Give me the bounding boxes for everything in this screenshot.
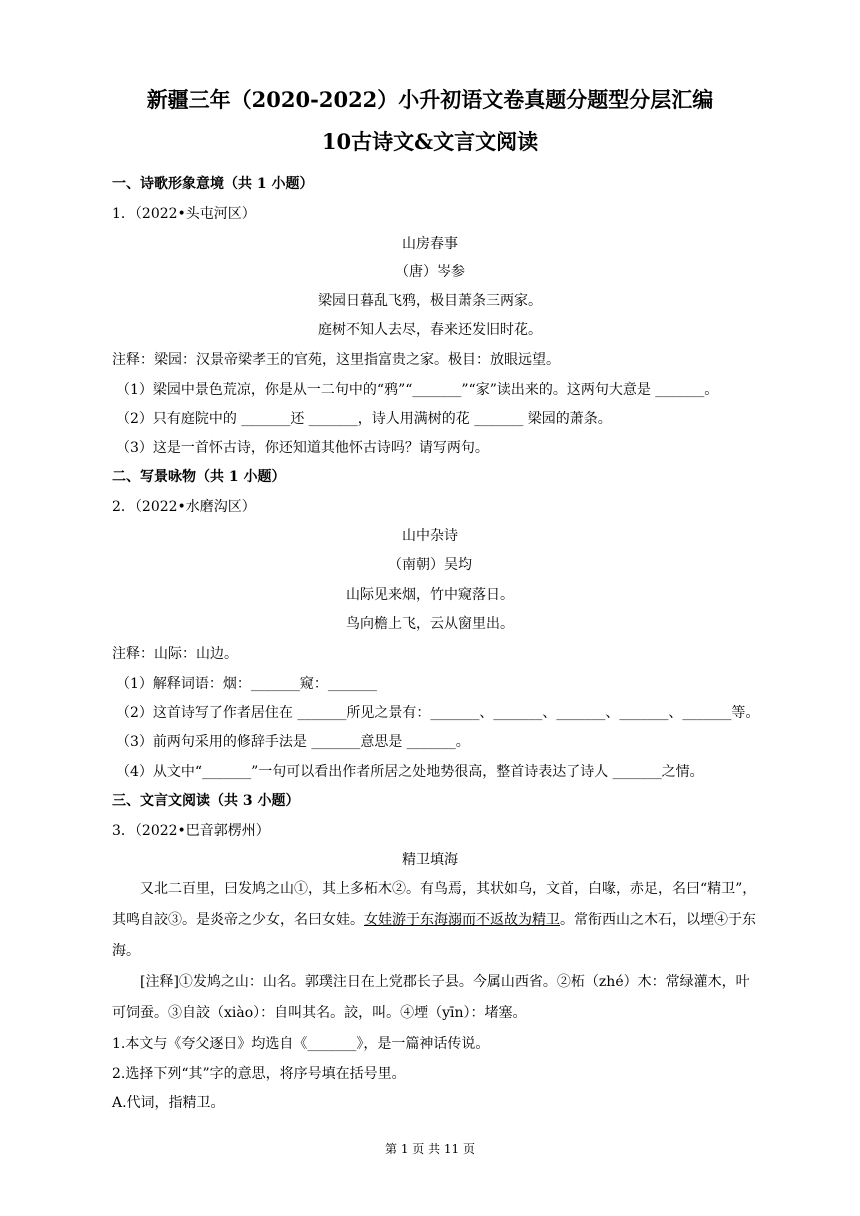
annotation-note: 注释：梁园：汉景帝梁孝王的官苑，这里指富贵之家。极目：放眼远望。 xyxy=(112,352,560,368)
poem-author: （南朝）吴均 xyxy=(388,557,472,573)
sub-question: （4）从文中“_______”一句可以看出作者所居之处地势很高，整首诗表达了诗人 _______之情。 xyxy=(116,764,704,780)
sub-question: 1.本文与《夸父逐日》均选自《_______》，是一篇神话传说。 xyxy=(112,1036,490,1052)
document-subtitle: 10古诗文&文言文阅读 xyxy=(321,129,539,154)
annotation-note: [注释]①发鸠之山：山名。郭璞注日在上党郡长子县。今属山西省。②柘（zhé）木：常绿灌木，叶可饲蚕。③自詨（xiào）：自叫其名。詨，叫。④堙（yīn）：堵塞。 xyxy=(112,974,750,1021)
poem-line: 庭树不知人去尽，春来还发旧时花。 xyxy=(318,322,542,338)
text-title: 精卫填海 xyxy=(402,852,458,868)
annotation-note: 注释：山际：山边。 xyxy=(112,646,238,662)
question-source: 1．（2022•头屯河区） xyxy=(112,206,256,222)
section-heading-2: 二、写景咏物（共 1 小题） xyxy=(112,469,286,485)
poem-line: 梁园日暮乱飞鸦，极目萧条三两家。 xyxy=(318,293,542,309)
sub-question: （2）只有庭院中的 _______还 _______，诗人用满树的花 _______ 梁园的萧条。 xyxy=(116,411,612,427)
section-heading-3: 三、文言文阅读（共 3 小题） xyxy=(112,793,300,809)
poem-line: 鸟向檐上飞，云从窗里出。 xyxy=(346,616,514,632)
sub-question: 2.选择下列“其”字的意思，将序号填在括号里。 xyxy=(112,1066,406,1082)
underlined-sentence: 女娃游于东海溺而不返故为精卫 xyxy=(364,912,560,928)
poem-line: 山际见来烟，竹中窥落日。 xyxy=(346,587,514,603)
paragraph-text: 又北二百里，曰发鸠之山①，其上多柘木②。有鸟焉，其状如乌，文首，白喙，赤足，名曰“精卫”，其鸣自詨③。是炎帝之少女，名曰女娃。 xyxy=(112,881,757,928)
sub-question: （3）这是一首怀古诗，你还知道其他怀古诗吗？请写两句。 xyxy=(116,440,489,456)
poem-title: 山房春事 xyxy=(402,236,458,252)
section-heading-1: 一、诗歌形象意境（共 1 小题） xyxy=(112,176,314,192)
paragraph-text: 。常衔西山之木石，以堙④于东海。 xyxy=(112,912,756,959)
question-source: 2．（2022•水磨沟区） xyxy=(112,499,256,515)
question-source: 3．（2022•巴音郭楞州） xyxy=(112,823,270,839)
document-title: 新疆三年（2020-2022）小升初语文卷真题分题型分层汇编 xyxy=(146,87,714,112)
poem-author: （唐）岑参 xyxy=(395,264,465,280)
option-item: A.代词，指精卫。 xyxy=(112,1095,225,1111)
classical-text-paragraph xyxy=(112,874,762,967)
sub-question: （2）这首诗写了作者居住在 _______所见之景有：_______、_______、_______、_______、_______等。 xyxy=(116,705,760,721)
poem-title: 山中杂诗 xyxy=(402,528,458,544)
page-number: 第 1 页 共 11 页 xyxy=(385,1142,475,1156)
sub-question: （3）前两句采用的修辞手法是 _______意思是 _______。 xyxy=(116,734,470,750)
sub-question: （1）解释词语：烟：_______窥：_______ xyxy=(116,676,377,692)
sub-question: （1）梁园中景色荒凉，你是从一二句中的“鸦”“_______”“家”读出来的。这两句大意是 _______。 xyxy=(116,382,719,398)
